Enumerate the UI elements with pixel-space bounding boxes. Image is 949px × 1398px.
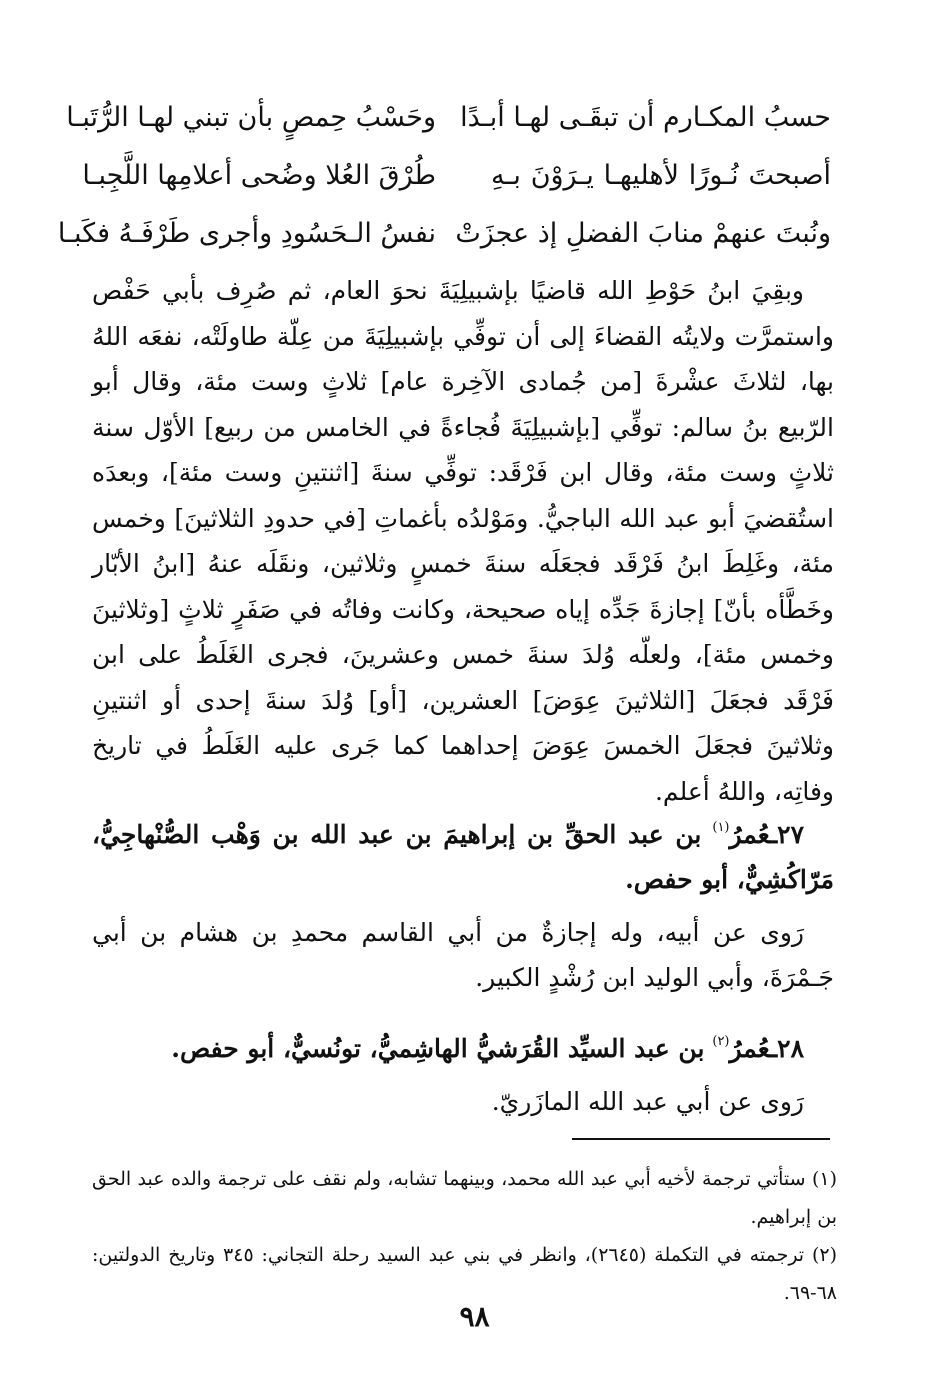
verse-first-hemistich: حسبُ المكـارم أن تبقَـى لهـا أبـدًا	[460, 101, 831, 133]
verse-second-hemistich: وحَسْبُ حِمصٍ بأن تبني لهـا الرُّتَبـا	[66, 101, 436, 133]
entry-lineage: بن عبد السيِّد القُرَشيُّ الهاشِميُّ، تونُسيٌّ، أبو حفص.	[171, 1034, 705, 1063]
poem	[57, 88, 831, 262]
verse-first-hemistich: ونُبتَ عنهمْ منابَ الفضلِ إذ عجزَتْ	[455, 217, 831, 249]
poem-verse	[66, 88, 831, 146]
footnote-separator	[572, 1138, 830, 1140]
entry-lineage: بن عبد الحقِّ بن إبراهيمَ بن عبد الله بن وَهْب الصُّنْهاجِيُّ، مَرّاكُشِيٌّ، أبو حفص.	[92, 820, 834, 894]
entry-heading	[92, 1026, 834, 1071]
entry-name: عُمرُ	[729, 1034, 770, 1063]
poem-verse	[57, 204, 831, 262]
entry-name: عُمرُ	[729, 820, 770, 849]
entry-heading	[92, 812, 834, 902]
poem-verse	[82, 146, 831, 204]
verse-second-hemistich: نفسُ الـحَسُودِ وأجرى طَرْفَـهُ فكَبـا	[57, 217, 436, 249]
footnote-ref: (٢)	[712, 1034, 730, 1049]
paragraph: وبقِيَ ابنُ حَوْطِ الله قاضيًا بإشبيلِيَةَ نحوَ العام، ثم صُرِف بأبي حَفْص واستمرَّت ولايتُه القضاءَ إلى أن توفِّي بإشبيلِيَةَ من عِلّة طاولَتْه، نفعَه اللهُ بها، لثلاثَ عشْرةَ [من جُمادى الآخِرة عام] ثلاثٍ وست مئة، وقال أبو الرّبيع بنُ سالم: توفِّي [بإشبيلِيَةَ فُجاءةً في الخامس من ربيع] الأوّل سنة ثلاثٍ وست مئة، وقال ابن فَرْقَد: توفِّي سنةَ [اثنتينِ وست مئة]، وبعدَه استُقضيَ أبو عبد الله الباجيُّ. ومَوْلدُه بأغماتِ [في حدودِ الثلاثينَ] وخمس مئة، وغَلِطَ ابنُ فَرْقَد فجعَلَه سنةَ خمسٍ وثلاثين، ونقَلَه عنهُ [ابنُ الأبّار وخَطَّأه بأنّ] إجازةَ جَدِّه إياه صحيحة، وكانت وفاتُه في صَفَرٍ ثلاثٍ [وثلاثينَ وخمس مئة]، ولعلّه وُلدَ سنةَ خمس وعشرينَ، فجرى الغَلَطُ على ابن فَرْقَد فجعَلَ [الثلاثينَ عِوَضَ] العشرين، [أو] وُلدَ سنةَ إحدى أو اثنتينِ وثلاثينَ فجعَلَ الخمسَ عِوَضَ إحداهما كما جَرى عليه الغَلَطُ في تاريخ وفاتِه، واللهُ أعلم.	[92, 276, 834, 806]
verse-second-hemistich: طُرْقَ العُلا وضُحى أعلامِها اللَّجِبـا	[82, 159, 436, 191]
entry-number: ٢٨ـ	[769, 1034, 804, 1063]
entry-number: ٢٧ـ	[769, 820, 804, 849]
biography-entry-28	[92, 1026, 834, 1124]
entry-text: رَوى عن أبيه، وله إجازةٌ من أبي القاسم محمدِ بن هشام بن أبي جَـمْرَةَ، وأبي الوليد ابن رُشْدٍ الكبير.	[92, 918, 834, 992]
verse-first-hemistich: أصبحتَ نُـورًا لأهليهـا يـرَوْنَ بـهِ	[491, 159, 831, 191]
page-number: ٩٨	[459, 1300, 490, 1333]
footnotes	[92, 1160, 837, 1312]
footnote-1: (١) ستأتي ترجمة لأخيه أبي عبد الله محمد، وبينهما تشابه، ولم نقف على ترجمة والده عبد الحق بن إبراهيم.	[92, 1168, 837, 1228]
entry-text: رَوى عن أبي عبد الله المازَريّ.	[491, 1087, 804, 1116]
body-text	[92, 268, 834, 814]
footnote-2: (٢) ترجمته في التكملة (٢٦٤٥)، وانظر في بني عبد السيد رحلة التجاني: ٣٤٥ وتاريخ الدولتين: ٦٨-٦٩.	[92, 1244, 837, 1304]
footnote-ref: (١)	[712, 820, 730, 835]
biography-entry-27	[92, 812, 834, 1000]
